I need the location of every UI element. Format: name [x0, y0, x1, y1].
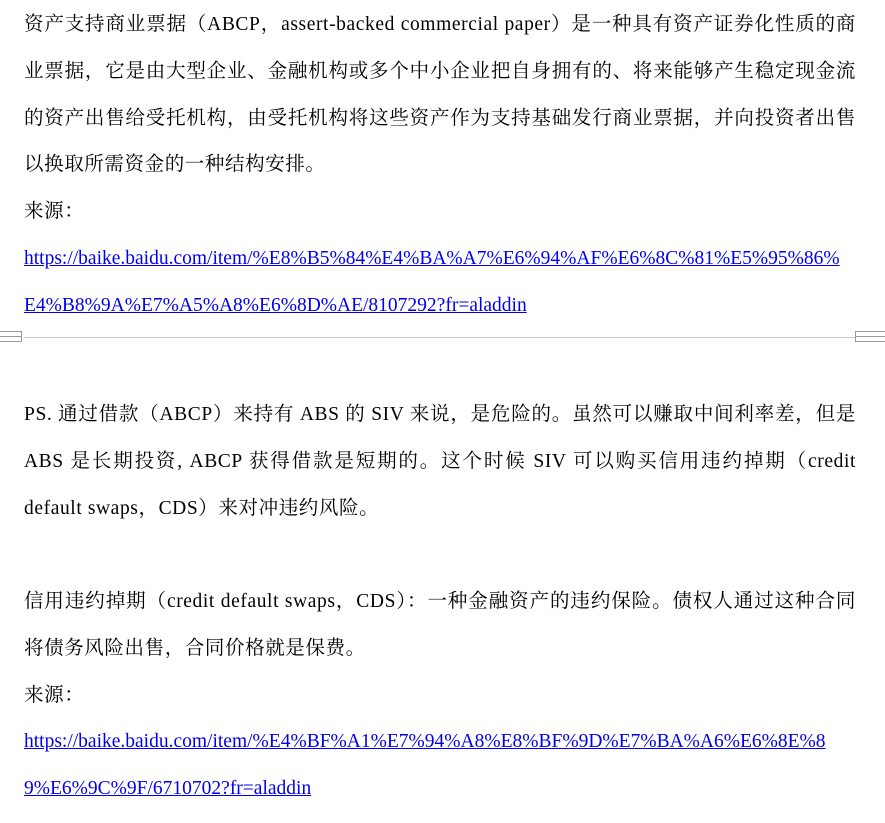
abcp-definition-paragraph: 资产支持商业票据（ABCP，assert-backed commercial paper）是一种具有资产证券化性质的商业票据，它是由大型企业、金融机构或多个中小企业把自身拥有的、将来能够产生稳定现金流的资产出售给受托机构，由受托机构将这些资产作为支持基础发行商业票据，并向投资者出售以换取所需资金的一种结构安排。: [24, 14, 856, 176]
cds-source-label: 来源：: [24, 684, 85, 706]
page-break-divider: [0, 331, 885, 345]
ps-section: [24, 392, 856, 532]
abcp-section: [24, 2, 856, 330]
page-break-left-marker-icon: [0, 331, 22, 342]
abcp-source-link[interactable]: https://baike.baidu.com/item/%E8%B5%84%E4%BA%A7%E6%94%AF%E6%8C%81%E5%95%86%E4%B8%9A%E7%A5%A8%E6%8D%AE/8107292?fr=aladdin: [24, 247, 840, 316]
cds-source-link[interactable]: https://baike.baidu.com/item/%E4%BF%A1%E7%94%A8%E8%BF%9D%E7%BA%A6%E6%8E%89%E6%9C%9F/6710702?fr=aladdin: [24, 731, 826, 800]
ps-paragraph: PS. 通过借款（ABCP）来持有 ABS 的 SIV 来说，是危险的。虽然可以赚取中间利率差，但是 ABS 是长期投资, ABCP 获得借款是短期的。这个时候 SIV 可以购买信用违约掉期（credit default swaps，CDS）来对冲违约风险。: [24, 404, 856, 519]
cds-section: [24, 579, 856, 813]
abcp-source-label: 来源：: [24, 201, 85, 223]
page-break-line: [24, 337, 855, 338]
cds-definition-paragraph: 信用违约掉期（credit default swaps，CDS）：一种金融资产的违约保险。债权人通过这种合同将债务风险出售，合同价格就是保费。: [24, 591, 856, 659]
page-break-right-marker-icon: [855, 331, 885, 342]
